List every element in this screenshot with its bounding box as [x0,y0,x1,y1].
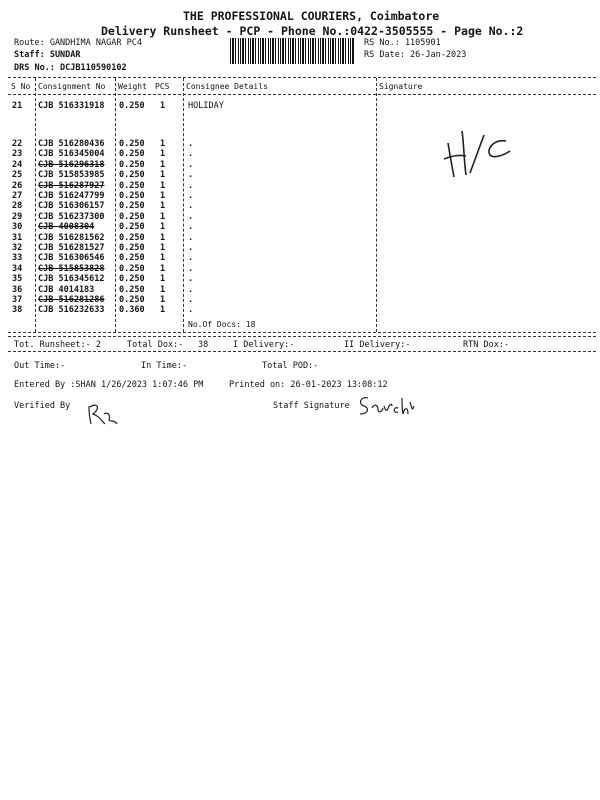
row-consignee-details: . [188,211,194,222]
col-header-weight: Weight [118,82,147,91]
row-consignment-no: CJB 516281286 [38,295,105,305]
row-pcs: 1 [160,222,166,233]
table-row [0,305,600,315]
row-pcs: 1 [160,180,166,191]
row-consignment-no: CJB 516281562 [38,232,105,243]
no-of-docs: No.Of Docs: 18 [188,320,256,329]
table-row [0,295,600,305]
row-weight: 0.250 [119,232,145,243]
row-pcs: 1 [160,295,166,305]
row-consignment-no: CJB 516331918 [38,101,105,111]
row-sno: 31 [12,232,23,243]
company-title: THE PROFESSIONAL COURIERS, Coimbatore [183,9,440,23]
row-pcs: 1 [160,139,166,149]
row-weight: 0.250 [119,211,145,222]
row-weight: 0.250 [119,139,145,149]
rs-date: RS Date: 26-Jan-2023 [364,50,467,60]
row-sno: 28 [12,201,23,212]
runsheet-subtitle: Delivery Runsheet - PCP - Phone No.:0422-3505555 - Page No.:2 [101,24,524,38]
row-sno: 30 [12,222,23,233]
row-weight: 0.250 [119,274,145,285]
row-consignee-details: . [188,149,194,160]
table-row [0,233,600,243]
row-sno: 34 [12,263,23,274]
row-sno: 29 [12,211,23,222]
row-consignee-details: . [188,263,194,274]
totals-top-line [8,336,596,337]
row-weight: 0.250 [119,201,145,212]
col-header-consignee: Consignee Details [186,82,268,91]
row-pcs: 1 [160,201,166,212]
row-weight: 0.250 [119,149,145,160]
barcode [230,38,355,64]
in-time: In Time:- [141,361,188,371]
row-pcs: 1 [160,149,166,160]
row-pcs: 1 [160,263,166,274]
row-sno: 35 [12,274,23,285]
totals-bottom-line [8,351,596,352]
row-consignment-no: CJB 516306546 [38,253,105,264]
row-pcs: 1 [160,211,166,222]
rs-number: RS No.: 1105901 [364,38,441,48]
row-consignment-no: CJB 516296318 [38,159,105,170]
row-sno: 22 [12,139,23,149]
total-dox-value: 38 [198,340,209,350]
staff-signature-label: Staff Signature [273,401,350,411]
row-weight: 0.250 [119,222,145,233]
entered-by: Entered By :SHAN 1/26/2023 1:07:46 PM [14,380,204,390]
row-weight: 0.250 [119,191,145,201]
row-sno: 27 [12,191,23,201]
row-consignee-details: . [188,222,194,233]
table-row [0,264,600,274]
table-row [0,253,600,263]
row-consignment-no: CJB 516247799 [38,191,105,201]
row-consignee-details: . [188,243,194,253]
row-weight: 0.250 [119,101,145,111]
row-weight: 0.250 [119,243,145,253]
row-pcs: 1 [160,243,166,253]
printed-on: Printed on: 26-01-2023 13:08:12 [229,380,388,390]
table-row [0,191,600,201]
row-consignment-no: CJB 516237300 [38,211,105,222]
row-consignee-details: . [188,201,194,212]
table-header-line [8,94,596,95]
col-header-pcs: PCS [155,82,170,91]
row-weight: 0.250 [119,180,145,191]
row-pcs: 1 [160,101,166,111]
row-consignee-details: . [188,284,194,295]
row-weight: 0.250 [119,263,145,274]
row-weight: 0.250 [119,295,145,305]
total-dox-label: Total Dox:- [127,340,184,350]
row-sno: 26 [12,180,23,191]
row-weight: 0.250 [119,170,145,181]
verifier-signature [85,400,120,428]
row-weight: 0.250 [119,253,145,264]
row-consignee-details: . [188,295,194,305]
table-row [0,243,600,253]
row-consignee-details: . [188,159,194,170]
row-consignment-no: CJB 515853985 [38,170,105,181]
row-consignee-details: HOLIDAY [188,101,224,111]
row-consignment-no: CJB 516345612 [38,274,105,285]
row-consignment-no: CJB 516287927 [38,180,105,191]
row-sno: 37 [12,295,23,305]
total-pod: Total POD:- [262,361,319,371]
row-sno: 32 [12,243,23,253]
row-consignee-details: . [188,139,194,149]
row-consignee-details: . [188,274,194,285]
row-pcs: 1 [160,305,166,316]
row-pcs: 1 [160,191,166,201]
row-consignment-no: CJB 515853828 [38,263,105,274]
row-pcs: 1 [160,170,166,181]
table-row [0,285,600,295]
table-row [0,222,600,232]
row-sno: 21 [12,101,23,111]
row-weight: 0.360 [119,305,145,316]
verified-by: Verified By [14,401,71,411]
row-consignment-no: CJB 516345004 [38,149,105,160]
row-pcs: 1 [160,274,166,285]
i-delivery: I Delivery:- [233,340,295,350]
row-pcs: 1 [160,284,166,295]
ii-delivery: II Delivery:- [344,340,411,350]
table-top-line [8,77,596,78]
col-header-consignment: Consignment No [38,82,106,91]
row-weight: 0.250 [119,284,145,295]
row-weight: 0.250 [119,159,145,170]
table-row [0,101,600,111]
row-sno: 33 [12,253,23,264]
drs-number: DRS No.: DCJB110590102 [14,63,127,73]
row-pcs: 1 [160,159,166,170]
table-row [0,212,600,222]
row-consignee-details: . [188,180,194,191]
handwritten-hc [440,125,520,185]
row-pcs: 1 [160,232,166,243]
row-consignment-no: CJB 516232633 [38,305,105,316]
row-sno: 25 [12,170,23,181]
row-consignee-details: . [188,191,194,201]
staff-signature [356,392,416,420]
row-consignee-details: . [188,170,194,181]
table-row [0,274,600,284]
row-consignee-details: . [188,253,194,264]
row-sno: 36 [12,284,23,295]
row-consignment-no: CJB 4008304 [38,222,95,233]
row-consignment-no: CJB 4014183 [38,284,95,295]
route-label: Route: GANDHIMA NAGAR PC4 [14,38,142,48]
table-row [0,201,600,211]
rtn-dox: RTN Dox:- [463,340,510,350]
row-sno: 23 [12,149,23,160]
tot-runsheet: Tot. Runsheet:- 2 [14,340,101,350]
col-header-signature: Signature [379,82,423,91]
row-sno: 38 [12,305,23,316]
row-consignee-details: . [188,305,194,316]
row-consignment-no: CJB 516280436 [38,139,105,149]
staff-label: Staff: SUNDAR [14,50,81,60]
row-consignment-no: CJB 516306157 [38,201,105,212]
table-bottom-line [8,332,596,333]
row-sno: 24 [12,159,23,170]
row-pcs: 1 [160,253,166,264]
col-header-sno: S No [11,82,31,91]
row-consignee-details: . [188,232,194,243]
row-consignment-no: CJB 516281527 [38,243,105,253]
out-time: Out Time:- [14,361,66,371]
